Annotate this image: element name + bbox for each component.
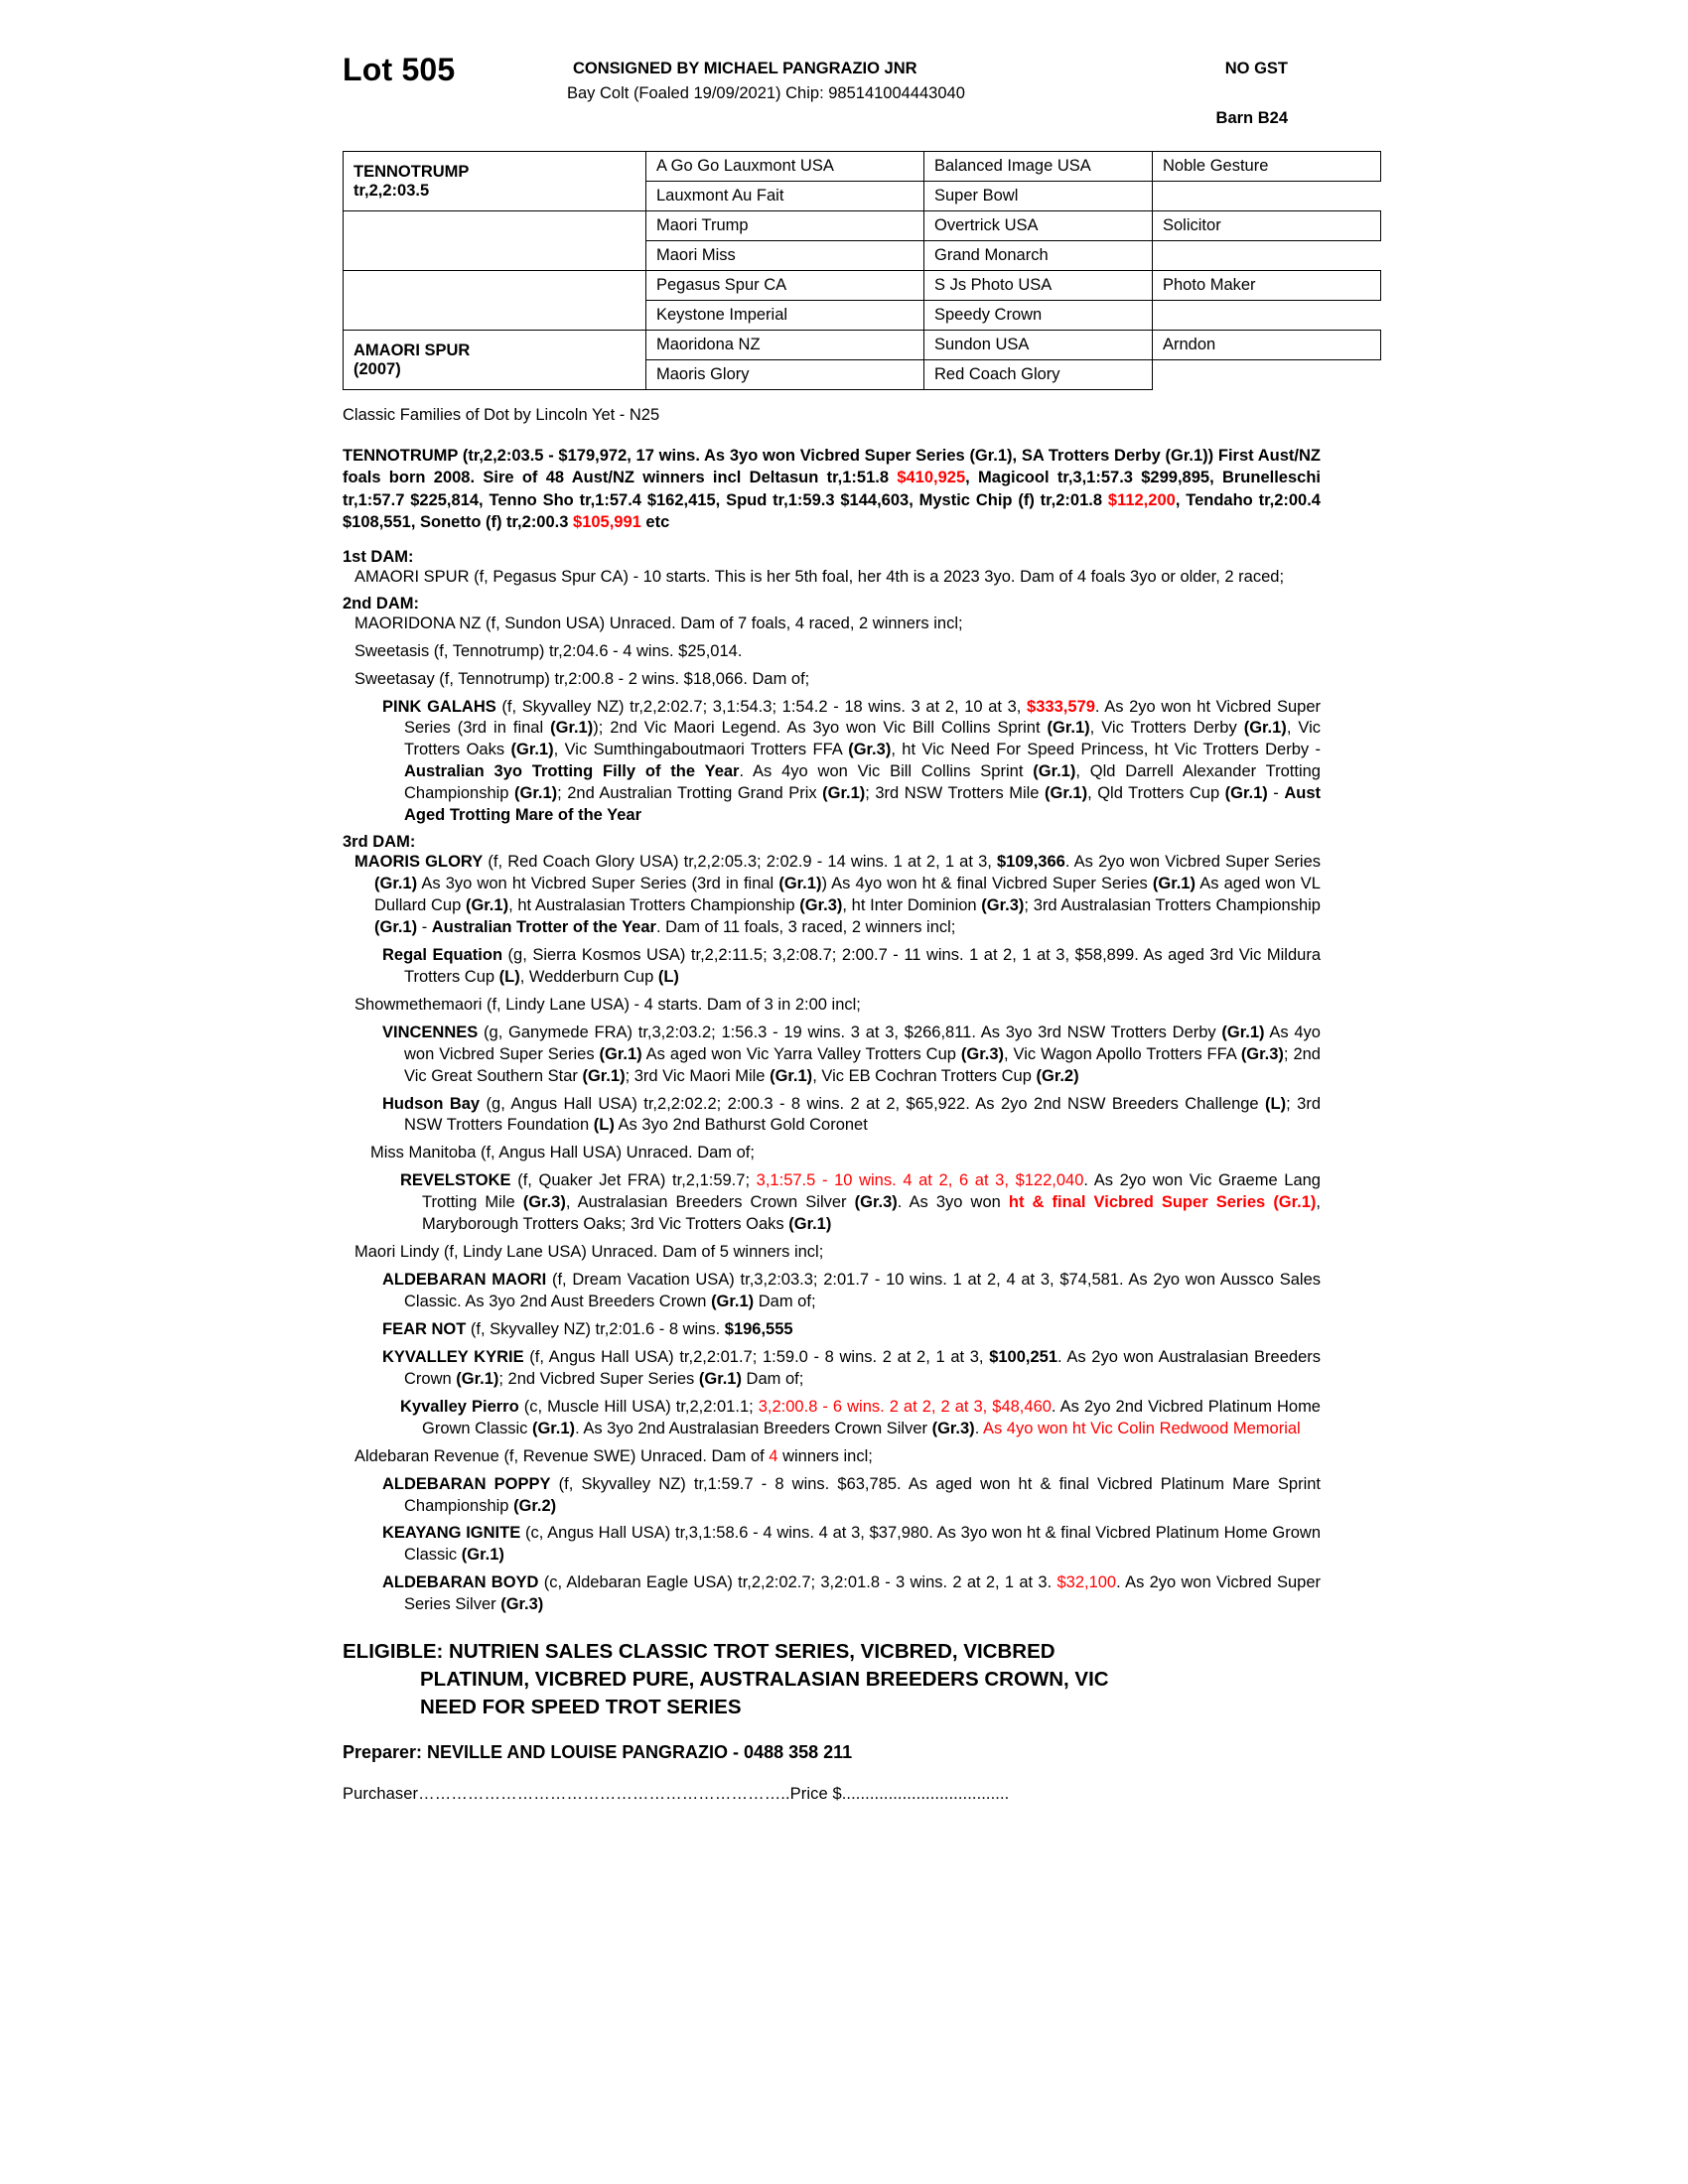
pg-gr8: (Gr.1)	[822, 784, 866, 803]
barn-label: Barn B24	[1215, 109, 1288, 127]
table-row	[344, 331, 1381, 360]
vc-gr7: (Gr.2)	[1036, 1066, 1079, 1085]
mg-t4: ) As 4yo won ht & final Vicbred Super Series	[821, 875, 1153, 893]
fn-t1: (f, Skyvalley NZ) tr,2:01.6 - 8 wins.	[466, 1319, 725, 1338]
pg-t8: . As 4yo won Vic Bill Collins Sprint	[739, 762, 1034, 781]
ped-cell-g2: Overtrick USA	[924, 211, 1153, 241]
revelstoke-name: REVELSTOKE	[400, 1171, 511, 1190]
mg-t7: , ht Inter Dominion	[842, 896, 982, 914]
sire-paragraph	[343, 445, 1321, 534]
rv-red1: 3,1:57.5 - 10 wins. 4 at 2, 6 at 3, $122,040	[756, 1171, 1084, 1190]
horse-description: Bay Colt (Foaled 19/09/2021) Chip: 985141004443040	[567, 84, 965, 102]
ar-red: 4	[769, 1446, 778, 1465]
mg-gr1: (Gr.1)	[374, 875, 418, 893]
kp-t1: (c, Muscle Hill USA) tr,2,2:01.1;	[518, 1397, 759, 1416]
ped-cell-g3: Solicitor	[1153, 211, 1381, 241]
pg-award2: Aust Aged Trotting Mare of the Year	[404, 784, 1321, 825]
vc-gr6: (Gr.1)	[770, 1066, 813, 1085]
mg-gr6: (Gr.3)	[981, 896, 1025, 914]
mg-t10: . Dam of 11 foals, 3 raced, 2 winners incl;	[655, 917, 956, 936]
ped-cell-g1: Maori Trump	[646, 211, 924, 241]
sire-text-2: , Magicool tr,3,1:57.3 $299,895, Brunelleschi tr,1:57.7 $225,814, Tenno Sho tr,1:57.4 $162,415, Spud tr,1:59.3 $144,603, Mystic Chip (f) tr,2:01.8	[343, 469, 1321, 509]
pg-t7: , ht Vic Need For Speed Princess, ht Vic Trotters Derby -	[891, 741, 1321, 759]
mg-money: $109,366	[997, 853, 1065, 872]
progeny-aldebaran-maori	[370, 1270, 1321, 1313]
hb-l1: (L)	[1265, 1094, 1287, 1113]
kk-t3: ; 2nd Vicbred Super Series	[498, 1369, 699, 1388]
keayang-ignite-name: KEAYANG IGNITE	[382, 1524, 521, 1543]
rv-t4: . As 3yo won	[897, 1193, 1009, 1212]
hb-t2: ; 3rd NSW Trotters Foundation	[404, 1094, 1321, 1135]
sire-money-2: $112,200	[1107, 490, 1176, 509]
progeny-sweetasis: Sweetasis (f, Tennotrump) tr,2:04.6 - 4 wins. $25,014.	[354, 641, 743, 660]
mg-t2: . As 2yo won Vicbred Super Series	[1064, 853, 1321, 872]
progeny-miss-manitoba: Miss Manitoba (f, Angus Hall USA) Unraced. Dam of;	[370, 1144, 755, 1162]
kyvalley-pierro-name: Kyvalley Pierro	[400, 1397, 519, 1416]
pg-t4: , Vic Trotters Derby	[1089, 719, 1244, 738]
sire-text-1: TENNOTRUMP (tr,2,2:03.5 - $179,972, 17 wins. As 3yo won Vicbred Super Series (Gr.1), SA Trotters Derby (Gr.1)) First Aust/NZ foals born 2008. Sire of 48 Aust/NZ winners incl Deltasun tr,1:51.8	[343, 447, 1321, 487]
progeny-maoris-glory	[343, 852, 1321, 939]
pg-gr5: (Gr.3)	[848, 741, 892, 759]
mg-gr2: (Gr.1)	[778, 875, 822, 893]
maoris-glory-name: MAORIS GLORY	[354, 853, 484, 872]
vc-gr5: (Gr.1)	[582, 1066, 626, 1085]
progeny-kyvalley-pierro	[388, 1397, 1321, 1440]
progeny-keayang-ignite	[370, 1523, 1321, 1567]
vc-t1: (g, Ganymede FRA) tr,3,2:03.2; 1:56.3 - 19 wins. 3 at 3, $266,811. As 3yo 3rd NSW Trotters Derby	[478, 1023, 1222, 1041]
fear-not-name: FEAR NOT	[382, 1319, 467, 1338]
ped-cell-g1: Maoridona NZ	[646, 331, 924, 360]
vc-t4: , Vic Wagon Apollo Trotters FFA	[1004, 1044, 1241, 1063]
mg-t8: ; 3rd Australasian Trotters Championship	[1024, 896, 1321, 914]
table-row	[344, 211, 1381, 241]
ped-cell-g2: S Js Photo USA	[924, 271, 1153, 301]
am-t2: Dam of;	[754, 1293, 816, 1310]
rv-t5: , Maryborough Trotters Oaks; 3rd Vic Trotters Oaks	[422, 1193, 1322, 1234]
vc-gr3: (Gr.3)	[960, 1044, 1004, 1063]
pg-t13: -	[1267, 784, 1285, 803]
eligible-line-2: PLATINUM, VICBRED PURE, AUSTRALASIAN BREEDERS CROWN, VIC	[420, 1667, 1109, 1691]
purchaser-line: Purchaser…………………………………………………………..Price $....................................	[343, 1785, 1010, 1804]
ap-gr1: (Gr.2)	[513, 1496, 557, 1515]
pg-t6: , Vic Sumthingaboutmaori Trotters FFA	[553, 741, 849, 759]
ar-t1: Aldebaran Revenue (f, Revenue SWE) Unraced. Dam of	[354, 1446, 770, 1465]
fn-money: $196,555	[724, 1319, 793, 1338]
progeny-aldebaran-boyd	[370, 1572, 1321, 1616]
rv-gr3: (Gr.1)	[788, 1215, 832, 1234]
sire-text-4: etc	[640, 513, 670, 532]
pg-t2: . As 2yo won ht Vicbred Super Series (3rd in final	[404, 697, 1322, 738]
kp-t2: . As 2yo 2nd Vicbred Platinum Home Grown Classic	[422, 1397, 1321, 1437]
ap-t1: (f, Skyvalley NZ) tr,1:59.7 - 8 wins. $63,785. As aged won ht & final Vicbred Platinum Mare Sprint Championship	[404, 1474, 1321, 1515]
kp-red1: 3,2:00.8 - 6 wins. 2 at 2, 2 at 3, $48,460	[758, 1397, 1052, 1416]
vc-t5: ; 2nd Vic Great Southern Star	[404, 1044, 1321, 1085]
kp-t4: .	[974, 1419, 983, 1437]
aldebaran-boyd-name: ALDEBARAN BOYD	[382, 1573, 539, 1592]
eligible-block	[343, 1638, 1321, 1720]
kp-red2: As 4yo won ht Vic Colin Redwood Memorial	[982, 1419, 1301, 1437]
pg-t1: (f, Skyvalley NZ) tr,2,2:02.7; 3,1:54.3; 1:54.2 - 18 wins. 3 at 2, 10 at 3,	[495, 697, 1028, 716]
progeny-aldebaran-revenue	[354, 1446, 1321, 1468]
first-dam-text: AMAORI SPUR (f, Pegasus Spur CA) - 10 starts. This is her 5th foal, her 4th is a 2023 3yo. Dam of 4 foals 3yo or older, 2 raced;	[354, 567, 1285, 586]
mg-gr7: (Gr.1)	[374, 917, 418, 936]
ped-empty-cell	[344, 271, 646, 331]
preparer-line: Preparer: NEVILLE AND LOUISE PANGRAZIO - 0488 358 211	[343, 1742, 853, 1763]
vc-gr1: (Gr.1)	[1221, 1023, 1265, 1041]
kk-t2: . As 2yo won Australasian Breeders Crown	[404, 1347, 1321, 1388]
gst-badge: NO GST	[1224, 60, 1288, 77]
pg-gr3: (Gr.1)	[1243, 719, 1287, 738]
third-dam-heading: 3rd DAM:	[343, 833, 416, 852]
hb-l2: (L)	[593, 1116, 615, 1135]
table-row	[344, 271, 1381, 301]
progeny-sweetasay: Sweetasay (f, Tennotrump) tr,2:00.8 - 2 wins. $18,066. Dam of;	[354, 669, 810, 688]
kk-gr2: (Gr.1)	[698, 1369, 742, 1388]
ped-cell-g1: Pegasus Spur CA	[646, 271, 924, 301]
mg-t6: , ht Australasian Trotters Championship	[508, 896, 800, 914]
ped-empty-cell	[344, 211, 646, 271]
ar-t2: winners incl;	[777, 1446, 873, 1465]
vc-t7: , Vic EB Cochran Trotters Cup	[812, 1066, 1037, 1085]
rv-t1: (f, Quaker Jet FRA) tr,2,1:59.7;	[510, 1171, 757, 1190]
pg-gr10: (Gr.1)	[1224, 784, 1268, 803]
pg-gr1: (Gr.1)	[550, 719, 594, 738]
mg-t5: As aged won VL Dullard Cup	[374, 875, 1321, 914]
rv-t3: , Australasian Breeders Crown Silver	[565, 1193, 855, 1212]
ped-cell-g2: Lauxmont Au Fait	[646, 182, 924, 211]
sire-cell	[344, 152, 646, 211]
pg-award1: Australian 3yo Trotting Filly of the Year	[404, 762, 740, 781]
dam-cell	[344, 331, 646, 390]
second-dam-heading: 2nd DAM:	[343, 594, 419, 613]
re-l2: (L)	[657, 967, 679, 986]
vc-t2: As 4yo won Vicbred Super Series	[404, 1023, 1321, 1063]
ped-cell-g1: A Go Go Lauxmont USA	[646, 152, 924, 182]
progeny-hudson-bay	[370, 1094, 1321, 1138]
page-header	[343, 52, 1321, 143]
ped-cell-g3: Super Bowl	[924, 182, 1153, 211]
ab-gr1: (Gr.3)	[500, 1595, 544, 1614]
kk-gr1: (Gr.1)	[456, 1369, 499, 1388]
kk-t4: Dam of;	[741, 1369, 804, 1388]
ped-cell-g3: Speedy Crown	[924, 301, 1153, 331]
second-dam-text: MAORIDONA NZ (f, Sundon USA) Unraced. Dam of 7 foals, 4 raced, 2 winners incl;	[354, 614, 963, 632]
progeny-pink-galahs	[370, 697, 1321, 828]
ped-cell-g3: Red Coach Glory	[924, 360, 1153, 390]
am-gr1: (Gr.1)	[711, 1293, 755, 1310]
mg-t1: (f, Red Coach Glory USA) tr,2,2:05.3; 2:02.9 - 14 wins. 1 at 2, 1 at 3,	[483, 853, 997, 872]
pg-t10: ; 2nd Australian Trotting Grand Prix	[557, 784, 823, 803]
ped-cell-g3: Grand Monarch	[924, 241, 1153, 271]
rv-t2: . As 2yo won Vic Graeme Lang Trotting Mile	[422, 1171, 1321, 1212]
hb-t1: (g, Angus Hall USA) tr,2,2:02.2; 2:00.3 - 8 wins. 2 at 2, $65,922. As 2yo 2nd NSW Breeders Challenge	[480, 1094, 1266, 1113]
kp-gr1: (Gr.1)	[531, 1419, 576, 1437]
kk-money: $100,251	[989, 1347, 1058, 1366]
ped-cell-g2: Maori Miss	[646, 241, 924, 271]
progeny-showmethemaori: Showmethemaori (f, Lindy Lane USA) - 4 starts. Dam of 3 in 2:00 incl;	[354, 995, 861, 1014]
rv-gr2: (Gr.3)	[854, 1193, 898, 1212]
kyvalley-kyrie-name: KYVALLEY KYRIE	[382, 1347, 524, 1366]
sire-money-3: $105,991	[573, 513, 641, 532]
progeny-fear-not	[370, 1319, 1321, 1341]
sire-money-1: $410,925	[897, 469, 966, 487]
aldebaran-poppy-name: ALDEBARAN POPPY	[382, 1474, 551, 1493]
kp-gr2: (Gr.3)	[931, 1419, 975, 1437]
pg-t12: , Qld Trotters Cup	[1087, 784, 1225, 803]
mg-t3: As 3yo won ht Vicbred Super Series (3rd in final	[417, 875, 779, 893]
catalogue-sheet	[343, 52, 1321, 1804]
kp-t3: . As 3yo 2nd Australasian Breeders Crown Silver	[575, 1419, 932, 1437]
progeny-regal-equation	[370, 945, 1321, 989]
table-row	[344, 152, 1381, 182]
pink-galahs-name: PINK GALAHS	[382, 697, 496, 716]
pg-t3: ); 2nd Vic Maori Legend. As 3yo won Vic Bill Collins Sprint	[593, 719, 1048, 738]
ped-cell-g2: Balanced Image USA	[924, 152, 1153, 182]
vincennes-name: VINCENNES	[382, 1023, 479, 1041]
progeny-maori-lindy: Maori Lindy (f, Lindy Lane USA) Unraced. Dam of 5 winners incl;	[354, 1243, 824, 1262]
regal-equation-name: Regal Equation	[382, 945, 503, 964]
classic-families-line: Classic Families of Dot by Lincoln Yet - N25	[343, 406, 660, 424]
eligible-line-3: NEED FOR SPEED TROT SERIES	[420, 1695, 742, 1718]
am-t1: (f, Dream Vacation USA) tr,3,2:03.3; 2:01.7 - 10 wins. 1 at 2, 4 at 3, $74,581. As 2yo won Aussco Sales Classic. As 3yo 2nd Aust Breeders Crown	[404, 1271, 1321, 1310]
progeny-aldebaran-poppy	[370, 1474, 1321, 1518]
pg-t11: ; 3rd NSW Trotters Mile	[865, 784, 1045, 803]
ab-t1: (c, Aldebaran Eagle USA) tr,2,2:02.7; 3,2:01.8 - 3 wins. 2 at 2, 1 at 3.	[538, 1573, 1057, 1592]
ped-cell-g3: Noble Gesture	[1153, 152, 1381, 182]
re-t2: , Wedderburn Cup	[519, 967, 658, 986]
ped-cell-g3: Arndon	[1153, 331, 1381, 360]
ped-cell-g2: Sundon USA	[924, 331, 1153, 360]
pg-gr2: (Gr.1)	[1047, 719, 1090, 738]
pg-gr9: (Gr.1)	[1045, 784, 1088, 803]
vc-t3: As aged won Vic Yarra Valley Trotters Cup	[641, 1044, 961, 1063]
dam-year: (2007)	[353, 359, 401, 378]
re-l1: (L)	[498, 967, 520, 986]
first-dam-heading: 1st DAM:	[343, 547, 414, 566]
ab-red: $32,100	[1056, 1573, 1117, 1592]
pg-t9: , Qld Darrell Alexander Trotting Championship	[404, 762, 1321, 803]
mg-gr5: (Gr.3)	[799, 896, 843, 914]
vc-gr4: (Gr.3)	[1240, 1044, 1284, 1063]
vc-gr2: (Gr.1)	[599, 1044, 642, 1063]
ki-gr1: (Gr.1)	[461, 1546, 504, 1565]
mg-t9: -	[417, 917, 432, 936]
ped-cell-g2: Maoris Glory	[646, 360, 924, 390]
ab-t2: . As 2yo won Vicbred Super Series Silver	[404, 1573, 1322, 1614]
rv-red2: ht & final Vicbred Super Series (Gr.1)	[1008, 1193, 1317, 1212]
vc-t6: ; 3rd Vic Maori Mile	[625, 1066, 771, 1085]
pg-t5: , Vic Trotters Oaks	[404, 719, 1321, 759]
sire-record: tr,2,2:03.5	[353, 181, 430, 200]
sire-text-3: , Tendaho tr,2:00.4 $108,551, Sonetto (f) tr,2:00.3	[343, 490, 1321, 532]
progeny-kyvalley-kyrie	[370, 1347, 1321, 1391]
lot-number: Lot 505	[343, 52, 456, 87]
pg-gr7: (Gr.1)	[514, 784, 558, 803]
hb-t3: As 3yo 2nd Bathurst Gold Coronet	[614, 1116, 868, 1135]
sire-name: TENNOTRUMP	[353, 162, 470, 181]
dam-name: AMAORI SPUR	[353, 341, 471, 359]
kk-t1: (f, Angus Hall USA) tr,2,2:01.7; 1:59.0 - 8 wins. 2 at 2, 1 at 3,	[523, 1347, 990, 1366]
hudson-bay-name: Hudson Bay	[382, 1094, 481, 1113]
mg-award: Australian Trotter of the Year	[431, 917, 656, 936]
ped-cell-g3: Photo Maker	[1153, 271, 1381, 301]
pg-money: $333,579	[1027, 697, 1095, 716]
mg-gr4: (Gr.1)	[465, 896, 509, 914]
ped-cell-g2: Keystone Imperial	[646, 301, 924, 331]
aldebaran-maori-name: ALDEBARAN MAORI	[382, 1271, 547, 1290]
mg-gr3: (Gr.1)	[1152, 875, 1196, 893]
progeny-revelstoke	[388, 1170, 1321, 1236]
re-t1: (g, Sierra Kosmos USA) tr,2,2:11.5; 3,2:08.7; 2:00.7 - 11 wins. 1 at 2, 1 at 3, $58,899. As aged 3rd Vic Mildura Trotters Cup	[404, 945, 1322, 986]
ki-t1: (c, Angus Hall USA) tr,3,1:58.6 - 4 wins. 4 at 3, $37,980. As 3yo won ht & final Vicbred Platinum Home Grown Classic	[404, 1524, 1321, 1565]
progeny-vincennes	[370, 1023, 1321, 1088]
pg-gr6: (Gr.1)	[1033, 762, 1076, 781]
consignor-label: CONSIGNED BY MICHAEL PANGRAZIO JNR	[573, 60, 917, 77]
rv-gr1: (Gr.3)	[522, 1193, 566, 1212]
pedigree-table	[343, 151, 1381, 390]
eligible-line-1: ELIGIBLE: NUTRIEN SALES CLASSIC TROT SERIES, VICBRED, VICBRED	[343, 1640, 1055, 1664]
pg-gr4: (Gr.1)	[510, 741, 554, 759]
